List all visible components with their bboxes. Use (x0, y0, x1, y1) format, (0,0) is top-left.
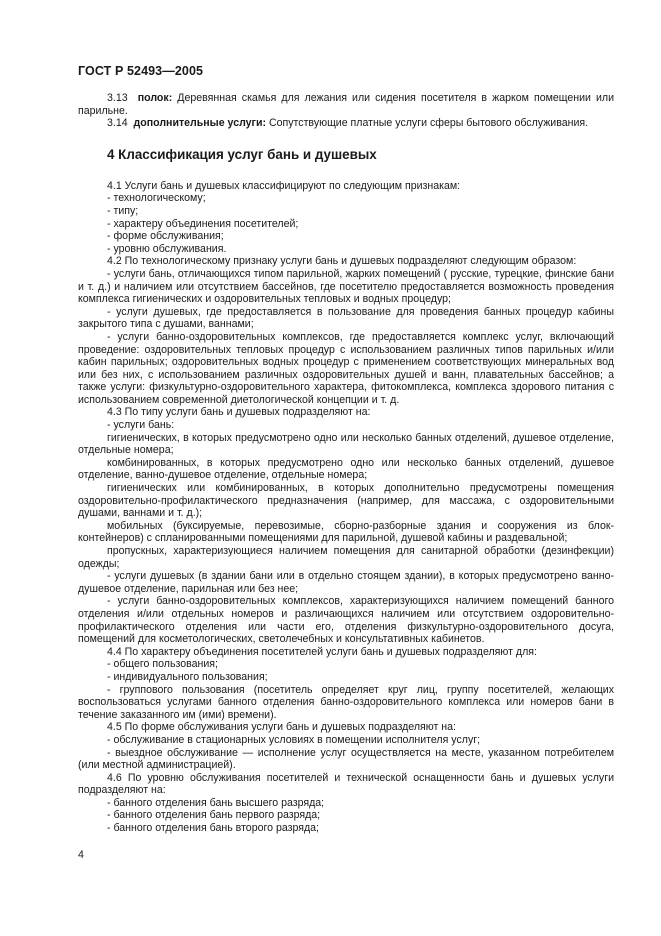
list-item: - характеру объединения посетителей; (107, 217, 299, 230)
list-item: - банного отделения бань первого разряда; (107, 809, 321, 822)
list-item: - технологическому; (107, 192, 206, 205)
document-body (78, 92, 614, 835)
list-item: гигиенических, в которых предусмотрено одно или несколько банных отделений, душевое отделение, отдельные номера; (78, 431, 614, 457)
term-name: дополнительные услуги: (133, 117, 267, 130)
list-item: - услуги бань, отличающихся типом парильной, жарких помещений ( русские, турецкие, финские бани и т. д.) и наличием или отсутствием бассейнов, где посетителю предоставляется возможность проведения комплекса гигиенических и оздоровительных тепловых и водных процедур; (78, 267, 614, 306)
paragraph: 4.6 По уровню обслуживания посетителей и технической оснащенности бань и душевых услуги подразделяют на: (78, 771, 614, 797)
term-name: полок: (137, 92, 173, 104)
list-item: - банного отделения бань высшего разряда; (107, 796, 325, 809)
list-item: - услуги душевых, где предоставляется в пользование для проведения банных процедур кабины закрытого типа с душами, ваннами; (78, 305, 614, 331)
list-item: - обслуживание в стационарных условиях в помещении исполнителя услуг; (107, 733, 481, 746)
document-header: ГОСТ Р 52493—2005 (78, 64, 204, 78)
term-3-13: 3.13 полок: Деревянная скамья для лежания или сидения посетителя в жарком помещении или парильне. (78, 92, 614, 117)
list-item: пропускных, характеризующиеся наличием помещения для санитарной обработки (дезинфекции) одежды; (78, 545, 614, 570)
list-item: - индивидуального пользования; (107, 670, 268, 683)
list-item: - уровню обслуживания. (107, 242, 227, 255)
list-item: гигиенических или комбинированных, в которых дополнительно предусмотрены помещения оздоровительно-профилактического предназначения (например, для массажа, с оздоровительными душами, ваннами и т. д.); (78, 482, 614, 520)
list-item: - услуги душевых (в здании бани или в отдельно стоящем здании), в которых предусмотрено ванно-душевое отделение, парильная или без нее; (78, 570, 614, 595)
list-item: - услуги банно-оздоровительных комплексов, где предоставляется комплекс услуг, включающий проведение: оздоровительных тепловых процедур с использованием различных типов парильных и/или кабин парильных; оздоровительных водных процедур с применением соответствующих минеральных вод или без них, с использованием различных оздоровительных душей и ванн, плавательных бассейнов; а также услуги: физкультурно-оздоровительного характера, фитокомплекса, комплекса здорового питания с использованием современной диетологической концепции и т. д. (78, 330, 614, 406)
list-item: мобильных (буксируемые, перевозимые, сборно-разборные здания и сооружения из блок-контейнеров) с спланированными помещениями для парильной, душевой кабины и раздевальной; (78, 519, 614, 545)
list-item: - банного отделения бань второго разряда; (107, 822, 319, 835)
paragraph: 4.4 По характеру объединения посетителей услуги бань и душевых подразделяют для: (107, 645, 537, 658)
section-heading: 4 Классификация услуг бань и душевых (107, 146, 377, 162)
term-3-14: 3.14 дополнительные услуги: Сопутствующие платные услуги сферы бытового обслуживания. (107, 117, 589, 130)
list-item: - форме обслуживания; (107, 230, 224, 243)
list-item: - общего пользования; (107, 658, 218, 671)
list-item: - услуги бань: (107, 419, 175, 432)
paragraph: 4.2 По технологическому признаку услуги бань и душевых подразделяют следующим образом: (107, 255, 577, 268)
list-item: - выездное обслуживание — исполнение услуг осуществляется на месте, указанном потребителем (или местной администрацией). (78, 746, 614, 772)
paragraph: 4.5 По форме обслуживания услуги бань и душевых подразделяют на: (107, 721, 456, 734)
page-number: 4 (78, 849, 84, 861)
list-item: - услуги банно-оздоровительных комплексов, характеризующихся наличием помещений банного отделения и/или отдельных номеров и различающихся наличием или отсутствием оздоровительно-профилактического отделения или части его, отделения физкультурно-оздоровительного досуга, помещений для косметологических, светолечебных и консультативных кабинетов. (78, 595, 614, 646)
paragraph: 4.3 По типу услуги бань и душевых подразделяют на: (107, 406, 371, 419)
list-item: - типу; (107, 204, 139, 217)
list-item: комбинированных, в которых предусмотрено одно или несколько банных отделений, душевое отделение, ванно-душевое отделение, отдельные номера; (78, 456, 614, 482)
list-item: - группового пользования (посетитель определяет круг лиц, группу посетителей, желающих воспользоваться услугами банного отделения банно-оздоровительного комплекса или номеров бани в течение заказанного им (ими) времени). (78, 683, 614, 721)
paragraph: 4.1 Услуги бань и душевых классифицируют по следующим признакам: (107, 179, 461, 192)
